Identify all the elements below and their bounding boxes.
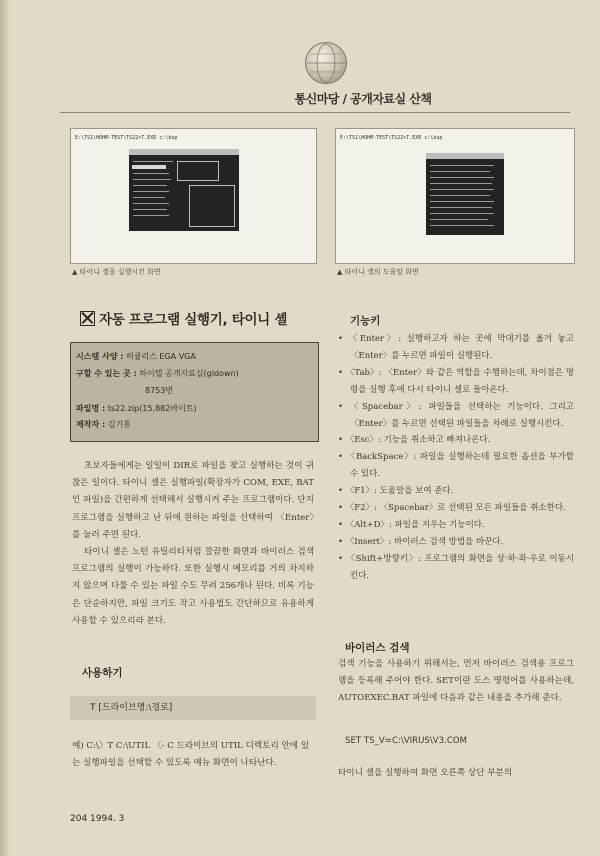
page-folio: 204 1994. 3 <box>70 814 125 824</box>
set-command-line: SET TS_V=C:\VIRUS\V3.COM <box>345 736 468 746</box>
usage-syntax: T [드라이브명:\경로] <box>90 703 173 713</box>
function-item: • 〈Tab〉: 〈Enter〉와 같은 역할을 수행하는데, 차이점은 명령을 실행 후에 다시 타이니 셸로 돌아온다. <box>338 367 574 395</box>
screenshot-caption: ▲ 타이니 셸을 실행시킨 화면 <box>72 268 161 276</box>
info-where: 구할 수 있는 곳 : 하이텔 공개자료실(gldown) <box>76 369 239 378</box>
function-item: • 〈BackSpace〉: 파일을 실행하는데 필요한 옵션을 부가할 수 있다. <box>338 452 574 480</box>
info-author: 제작자 : 김기흥 <box>76 420 131 429</box>
usage-example: 예) C:\〉T C:\UTIL 〈- C 드라이브의 UTIL 디렉토리 안에 있는 실행파일을 선택할 수 있도록 메뉴 화면이 나타난다. <box>72 741 310 768</box>
continuation-line: 타이니 셸을 실행하여 화면 오른쪽 상단 부분의 <box>338 768 513 778</box>
dos-title-bar <box>129 149 239 155</box>
info-where-number: 8753번 <box>145 386 174 395</box>
intro-paragraph-2: 타이니 셸은 노턴 유틸리티처럼 깔끔한 화면과 바이러스 검색 프로그램의 실행이 가능하다. 또한 실행시 메모리를 거의 차지하지 않으며 다룰 수 있는 파일 수도 무려 256개나 된다. 비록 기능은 단순하지만, 파일 크기도 작고 사용법도 간단하므로 유용하게 사용할 수 있으리라 본다. <box>72 547 314 626</box>
header-divider <box>60 112 570 113</box>
virus-scan-heading: 바이러스 검색 <box>345 642 410 654</box>
screenshot-command-line: E:\TS1\HOHM-TEST\TS22>T.EXE c:\bup <box>340 135 443 141</box>
usage-heading: 사용하기 <box>82 667 123 679</box>
function-item: • 〈Enter〉: 실행하고자 하는 곳에 막대기를 옮겨 놓고 〈Enter〉를 누르면 파일이 실행된다. <box>338 334 574 361</box>
function-item: • 〈F2〉: 〈Spacebar〉로 선택된 모든 파일들을 취소한다. <box>338 503 566 514</box>
intro-paragraph: 초보자들에게는 일일이 DIR로 파일을 찾고 실행하는 것이 귀찮은 일이다. 타이니 셸은 실행파일(확장자가 COM, EXE, BAT인 파일)을 간편하게 선택해서 실행시켜 주는 프로그램이다. 단지 프로그램을 실행하고 난 뒤에 원하는 파일을 선택하여 〈Enter〉를 눌러 주면 된다. <box>72 461 314 540</box>
dos-window <box>129 149 239 231</box>
article-title: 자동 프로그램 실행기, 타이니 셸 <box>80 308 340 328</box>
function-item: • 〈Alt+D〉: 파일을 지우는 기능이다. <box>338 519 485 530</box>
section-header-title: 통신마당 / 공개자료실 산책 <box>294 92 432 106</box>
function-item: • 〈Shift+방향키〉: 프로그램의 화면을 상·하·좌·우로 이동시킨다. <box>338 553 574 581</box>
dos-title-bar <box>426 153 504 159</box>
function-keys-heading: 기능키 <box>350 315 381 327</box>
function-item: • 〈Spacebar〉: 파일들을 선택하는 기능이다. 그리고 〈Enter〉를 누르면 선택된 파일들을 차례로 실행시킨다. <box>338 401 574 429</box>
info-system: 시스템 사양 : 허큘리스 EGA VGA <box>76 352 196 361</box>
screenshot-tiny-shell-help <box>335 128 575 264</box>
function-item: • 〈Esc〉: 기능을 취소하고 빠져나온다. <box>338 435 491 446</box>
globe-icon <box>305 42 347 84</box>
function-item: • 〈Insert〉: 바이러스 검색 방법을 바꾼다. <box>338 536 504 547</box>
boxed-x-icon <box>80 311 95 326</box>
info-filename: 파일명 : ts22.zip(15,882바이트) <box>76 404 197 413</box>
virus-scan-paragraph: 검색 기능을 사용하기 위해서는, 먼저 바이러스 검색용 프로그램을 등록해 주어야 한다. SET이란 도스 명령어를 사용하는데, AUTOEXEC.BAT 파일에 다음과 같은 내용을 추가해 준다. <box>338 659 574 704</box>
article-body-left <box>72 458 314 630</box>
page-binding-shadow <box>0 0 10 856</box>
screenshot-command-line: E:\TS1\HOHM-TEST\TS22>T.EXE c:\bup <box>75 135 178 141</box>
function-key-list <box>338 331 574 585</box>
screenshot-caption: ▲ 타이니 셸의 도움말 화면 <box>337 268 419 276</box>
function-item: • 〈F1〉: 도움말을 보여 준다. <box>338 486 454 497</box>
screenshot-tiny-shell-run <box>70 128 317 264</box>
dos-help-window <box>426 153 504 235</box>
